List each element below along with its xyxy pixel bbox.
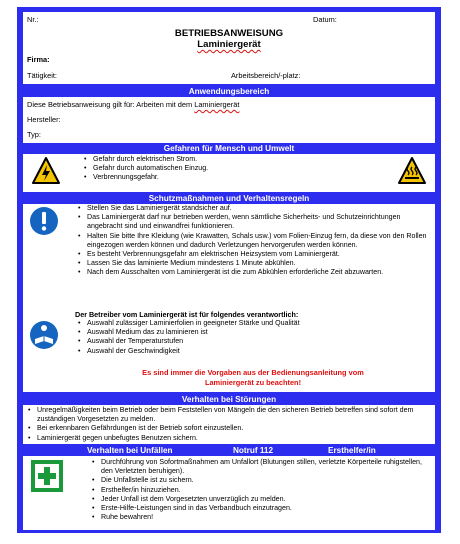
gefahren-item: • Gefahr durch automatischen Einzug. — [81, 164, 371, 173]
betreiber-item: • Auswahl der Geschwindigkeit — [75, 347, 431, 356]
stoerungen-item: • Unregelmäßigkeiten beim Betrieb oder beim Feststellen von Mängeln die den sicheren Betrieb betreffen sind sofort dem zuständigen Vorgesetzten zu melden. — [25, 406, 429, 424]
gefahren-panel — [23, 154, 435, 192]
manual-note: Es sind immer die Vorgaben aus der Bedienungsanleitung vom Laminiergerät zu beachten! — [142, 368, 364, 387]
unfaelle-list — [89, 458, 427, 522]
firma-label: Firma: — [27, 55, 50, 64]
arbeitsbereich-label: Arbeitsbereich/-platz: — [231, 71, 301, 80]
schutz-item: • Das Laminiergerät darf nur betrieben werden, wenn sämtliche Sicherheits- und Schutzeinrichtungen angebracht sind und einwandfrei funktionieren. — [75, 213, 431, 231]
unfaelle-item: • Ersthelfer/in hinzuziehen. — [89, 486, 427, 495]
schutz-item: • Stellen Sie das Laminiergerät standsicher auf. — [75, 204, 431, 213]
stoerungen-panel — [23, 405, 435, 444]
stoerungen-heading: Verhalten bei Störungen — [181, 395, 277, 404]
read-manual-icon — [29, 320, 59, 350]
schutz-heading: Schutzmaßnahmen und Verhaltensregeln — [148, 194, 310, 203]
hot-surface-icon — [397, 156, 427, 186]
anwendungsbereich-heading: Anwendungsbereich — [188, 87, 270, 96]
gefahren-heading: Gefahren für Mensch und Umwelt — [163, 144, 295, 153]
nr-label: Nr.: — [27, 15, 39, 24]
notruf-label: Notruf 112 — [233, 446, 274, 455]
document-subtitle: Laminiergerät — [197, 39, 261, 50]
gefahren-item: • Gefahr durch elektrischen Strom. — [81, 155, 371, 164]
stoerungen-item: • Bei erkennbaren Gefährdungen ist der Betrieb sofort einzustellen. — [25, 424, 429, 433]
unfaelle-heading-left: Verhalten bei Unfällen — [87, 446, 173, 455]
unfaelle-item: • Jeder Unfall ist dem Vorgesetzten unverzüglich zu melden. — [89, 495, 427, 504]
unfaelle-item: • Erste-Hilfe-Leistungen sind in das Verbandbuch einzutragen. — [89, 504, 427, 513]
first-aid-icon — [31, 460, 63, 492]
taetigkeit-label: Tätigkeit: — [27, 71, 57, 80]
unfaelle-panel — [23, 456, 435, 530]
anwendungsbereich-panel — [23, 97, 435, 143]
typ-label: Typ: — [27, 130, 41, 139]
unfaelle-item: • Ruhe bewahren! — [89, 513, 427, 522]
scope-text: Diese Betriebsanweisung gilt für: Arbeiten mit dem Laminiergerät — [27, 100, 240, 109]
stoerungen-list — [25, 406, 429, 443]
betreiber-item: • Auswahl der Temperaturstufen — [75, 337, 431, 346]
unfaelle-heading — [23, 445, 435, 456]
unfaelle-item: • Durchführung von Sofortmaßnahmen am Unfallort (Blutungen stillen, verletzte Körperteile ruhigstellen, den Verletzten beruhigen). — [89, 458, 427, 476]
schutz-panel — [23, 204, 435, 392]
unfaelle-item: • Die Unfallstelle ist zu sichern. — [89, 476, 427, 485]
schutz-item: • Es besteht Verbrennungsgefahr am elektrischen Heizsystem vom Laminiergerät. — [75, 250, 431, 259]
betreiber-item: • Auswahl Medium das zu laminieren ist — [75, 328, 431, 337]
stoerungen-item: • Laminiergerät gegen unbefugtes Benutzen sichern. — [25, 434, 429, 443]
electric-hazard-icon — [31, 156, 61, 186]
schutz-list — [75, 204, 431, 278]
gefahren-item: • Verbrennungsgefahr. — [81, 173, 371, 182]
document-title: BETRIEBSANWEISUNG — [174, 28, 284, 39]
mandatory-info-icon — [29, 206, 59, 236]
betreiber-heading: Der Betreiber vom Laminiergerät ist für folgendes verantwortlich: — [75, 310, 299, 319]
betreiber-item: • Auswahl zulässiger Laminierfolien in geeigneter Stärke und Qualität — [75, 319, 431, 328]
hersteller-label: Hersteller: — [27, 115, 61, 124]
header-panel — [23, 12, 435, 84]
schutz-item: • Nach dem Ausschalten vom Laminiergerät ist die zum Abkühlen erforderliche Zeit abzuwarten. — [75, 268, 431, 277]
schutz-item: • Halten Sie bitte Ihre Kleidung (wie Krawatten, Schals usw.) vom Folien-Einzug fern, da diese von den Rollen eingezogen werden können und dadurch Verletzungen hervorgerufen werden können. — [75, 232, 431, 250]
datum-label: Datum: — [313, 15, 337, 24]
betreiber-list — [75, 319, 431, 356]
gefahren-list — [81, 155, 371, 183]
ersthelfer-label: Ersthelfer/in — [328, 446, 376, 455]
schutz-item: • Lassen Sie das laminierte Medium mindestens 1 Minute abkühlen. — [75, 259, 431, 268]
